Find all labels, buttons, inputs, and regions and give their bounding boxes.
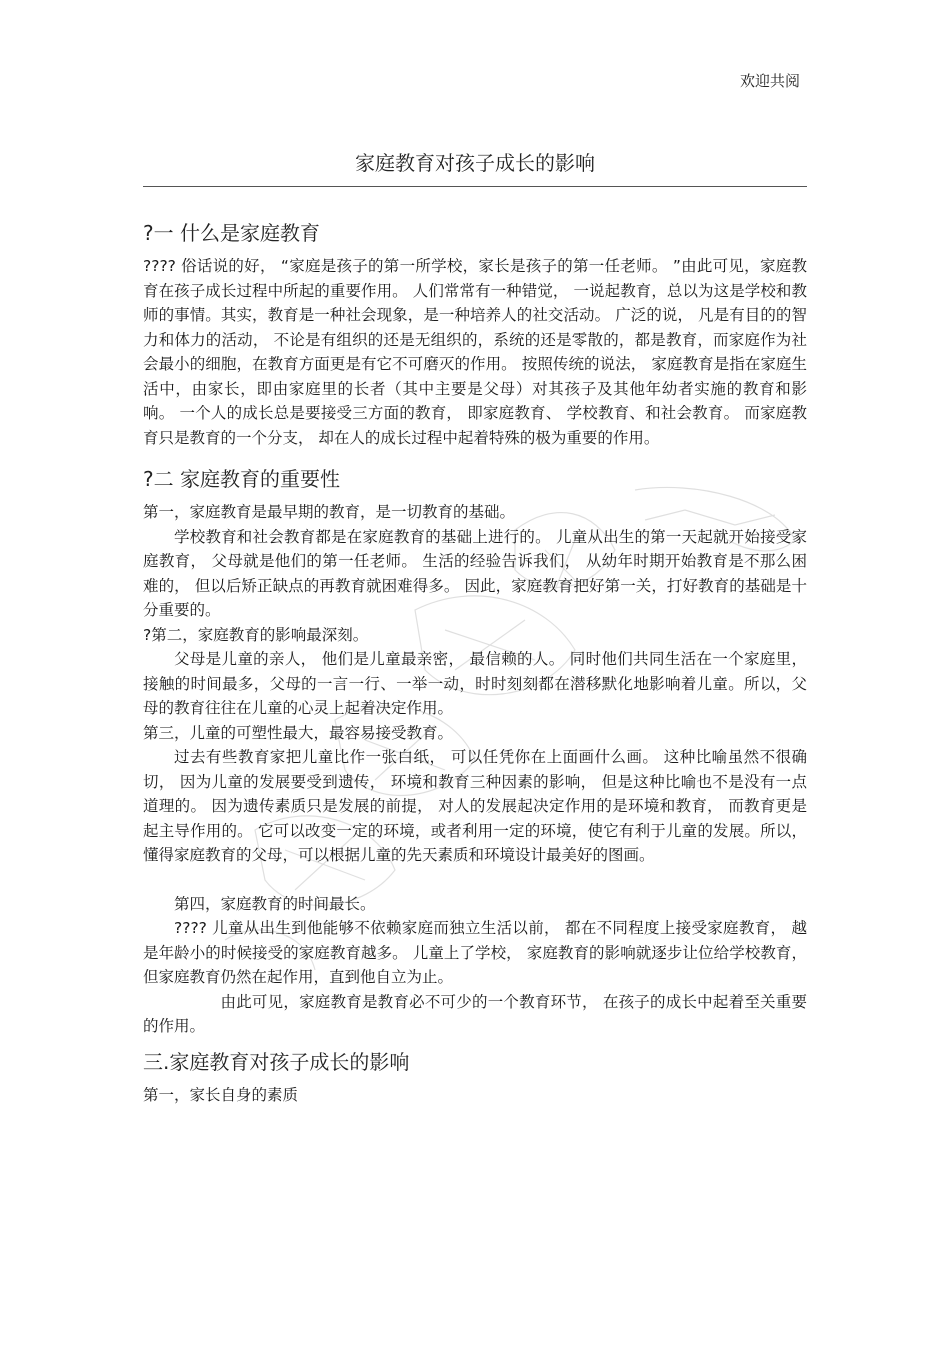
point-2-heading: ?第二，家庭教育的影响最深刻。 — [143, 625, 369, 644]
title-divider — [143, 186, 807, 187]
point-3-body: 过去有些教育家把儿童比作一张白纸， 可以任凭你在上面画什么画。 这种比喻虽然不很确切， 因为儿童的发展要受到遗传， 环境和教育三种因素的影响， 但是这种比喻也不是没有一点道理的。 因为遗传素质只是发展的前提， 对人的发展起决定作用的是环境和教育， 而教育更是起主导作用的。 它可以改变一定的环境，或者利用一定的环境，使它有利于儿童的发展。所以，懂得家庭教育的父母，可以根据儿童的先天素质和环境设计最美好的图画。 — [143, 748, 807, 864]
point-3-heading: 第三，儿童的可塑性最大，最容易接受教育。 — [143, 723, 454, 742]
section-3-heading: 三.家庭教育对孩子成长的影响 — [143, 1049, 410, 1074]
section-2-heading: ?二 家庭教育的重要性 — [143, 467, 340, 491]
section-1-paragraph: ???? 俗话说的好， “家庭是孩子的第一所学校，家长是孩子的第一任老师。 ”由此可见，家庭教育在孩子成长过程中所起的重要作用。 人们常常有一种错觉， 一说起教育，总以为这是学校和教师的事情。其实，教育是一种社会现象，是一种培养人的社交活动。 广泛的说， 凡是有目的的智力和体力的活动， 不论是有组织的还是无组织的，系统的还是零散的，都是教育，而家庭作为社会最小的细胞，在教育方面更是有它不可磨灭的作用。 按照传统的说法， 家庭教育是指在家庭生活中，由家长，即由家庭里的长者（其中主要是父母）对其孩子及其他年幼者实施的教育和影响。 一个人的成长总是要接受三方面的教育， 即家庭教育、 学校教育、和社会教育。 而家庭教育只是教育的一个分支， 却在人的成长过程中起着特殊的极为重要的作用。 — [143, 257, 807, 447]
point-1-body: 学校教育和社会教育都是在家庭教育的基础上进行的。 儿童从出生的第一天起就开始接受家庭教育， 父母就是他们的第一任老师。 生活的经验告诉我们， 从幼年时期开始教育是不那么困难的， 但以后矫正缺点的再教育就困难得多。 因此，家庭教育把好第一关，打好教育的基础是十分重要的。 — [143, 527, 807, 619]
document-title: 家庭教育对孩子成长的影响 — [355, 151, 595, 175]
header-note: 欢迎共阅 — [739, 72, 800, 90]
point-4-body: ???? 儿童从出生到他能够不依赖家庭而独立生活以前， 都在不同程度上接受家庭教育， 越是年龄小的时候接受的家庭教育越多。 儿童上了学校， 家庭教育的影响就逐步让位给学校教育，但家庭教育仍然在起作用，直到他自立为止。 — [143, 919, 807, 986]
point-4-heading: 第四，家庭教育的时间最长。 — [174, 894, 376, 913]
section-1-heading: ?一 什么是家庭教育 — [143, 221, 320, 245]
point-2-body: 父母是儿童的亲人， 他们是儿童最亲密， 最信赖的人。 同时他们共同生活在一个家庭里，接触的时间最多，父母的一言一行、一举一动，时时刻刻都在潜移默化地影响着儿童。所以，父母的教育往往在儿童的心灵上起着决定作用。 — [143, 650, 807, 717]
section-2-conclusion: 由此可见，家庭教育是教育必不可少的一个教育环节， 在孩子的成长中起着至关重要的作用。 — [143, 992, 807, 1035]
section-3-point-1-heading: 第一，家长自身的素质 — [143, 1085, 299, 1104]
point-1-heading: 第一，家庭教育是最早期的教育，是一切教育的基础。 — [143, 503, 516, 521]
document-body — [143, 218, 807, 1107]
